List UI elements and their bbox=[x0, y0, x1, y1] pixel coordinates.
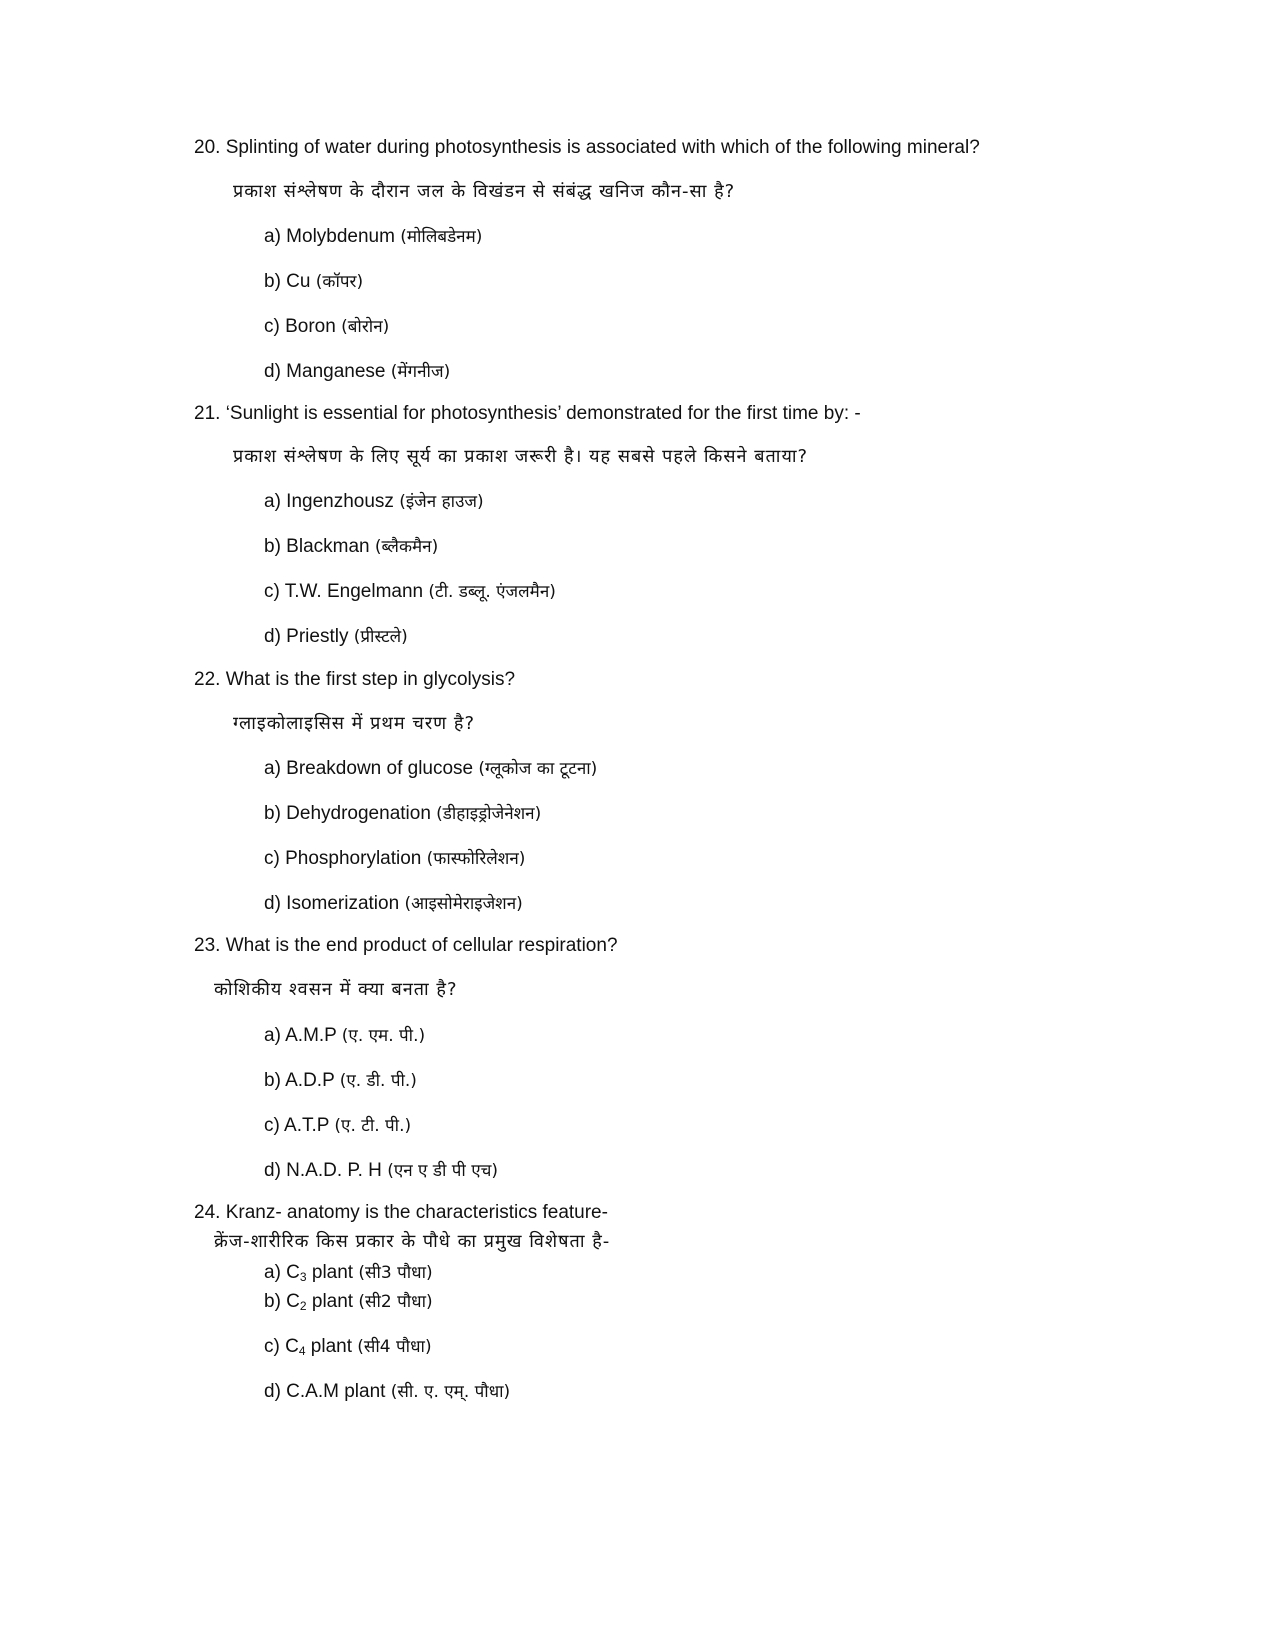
q23-option-c bbox=[264, 1114, 411, 1138]
option-hindi: (कॉपर) bbox=[315, 272, 364, 292]
q20-option-c bbox=[264, 315, 389, 339]
q20-option-a bbox=[264, 225, 482, 249]
q23-option-a bbox=[264, 1024, 425, 1048]
option-label: c) Boron bbox=[264, 316, 336, 337]
option-hindi: (ए. डी. पी.) bbox=[339, 1071, 417, 1091]
q24-option-b bbox=[264, 1290, 433, 1314]
option-hindi: (ग्लूकोज का टूटना) bbox=[478, 759, 598, 779]
option-label: b) Cu bbox=[264, 271, 311, 292]
option-label: c) A.T.P bbox=[264, 1115, 330, 1136]
option-hindi: (सी4 पौधा) bbox=[357, 1337, 432, 1357]
option-hindi: (एन ए डी पी एच) bbox=[387, 1161, 499, 1181]
option-label: c) T.W. Engelmann bbox=[264, 581, 424, 602]
q24-option-c bbox=[264, 1335, 432, 1359]
question-23-hi: कोशिकीय श्वसन में क्या बनता है? bbox=[214, 979, 458, 1000]
option-label: b) C bbox=[264, 1291, 300, 1312]
q23-option-d bbox=[264, 1159, 498, 1183]
option-hindi: (ब्लैकमैन) bbox=[374, 537, 439, 557]
option-label: d) C.A.M plant bbox=[264, 1381, 386, 1402]
option-label: c) C bbox=[264, 1336, 299, 1357]
q21-option-c bbox=[264, 580, 556, 604]
q22-option-c bbox=[264, 847, 525, 871]
q24-option-d bbox=[264, 1380, 510, 1404]
question-22-hi: ग्लाइकोलाइसिस में प्रथम चरण है? bbox=[233, 713, 476, 734]
option-label: b) Blackman bbox=[264, 536, 370, 557]
q24-option-a bbox=[264, 1261, 433, 1285]
option-label: d) Manganese bbox=[264, 361, 386, 382]
option-hindi: (फास्फोरिलेशन) bbox=[426, 849, 526, 869]
option-label: d) Isomerization bbox=[264, 893, 400, 914]
question-24-hi: क्रेंज-शारीरिक किस प्रकार के पौधे का प्रमुख विशेषता है- bbox=[214, 1231, 611, 1252]
question-24-en: 24. Kranz- anatomy is the characteristics feature- bbox=[194, 1202, 608, 1223]
option-label: d) Priestly bbox=[264, 626, 349, 647]
option-hindi: (प्रीस्टले) bbox=[353, 627, 408, 647]
question-20-en: 20. Splinting of water during photosynthesis is associated with which of the following mineral? bbox=[194, 137, 980, 158]
option-label: c) Phosphorylation bbox=[264, 848, 422, 869]
option-hindi: (आइसोमेराइजेशन) bbox=[404, 894, 523, 914]
option-label: b) Dehydrogenation bbox=[264, 803, 431, 824]
q23-option-b bbox=[264, 1069, 417, 1093]
q21-option-a bbox=[264, 490, 484, 514]
q21-option-b bbox=[264, 535, 438, 559]
option-hindi: (मोलिबडेनम) bbox=[400, 227, 483, 247]
option-hindi: (मेंगनीज) bbox=[390, 362, 451, 382]
option-hindi: (सी2 पौधा) bbox=[358, 1292, 433, 1312]
option-hindi: (ए. एम. पी.) bbox=[341, 1026, 426, 1046]
option-label: a) Molybdenum bbox=[264, 226, 395, 247]
option-subscript: 3 bbox=[299, 1270, 307, 1284]
q22-option-d bbox=[264, 892, 523, 916]
option-hindi: (टी. डब्लू. एंजलमैन) bbox=[428, 582, 556, 602]
option-label: d) N.A.D. P. H bbox=[264, 1160, 382, 1181]
option-hindi: (सी3 पौधा) bbox=[358, 1263, 433, 1283]
option-label: a) Ingenzhousz bbox=[264, 491, 394, 512]
option-label-suffix: plant bbox=[305, 1336, 352, 1357]
option-hindi: (डीहाइड्रोजेनेशन) bbox=[436, 804, 542, 824]
q20-option-b bbox=[264, 270, 363, 294]
option-hindi: (ए. टी. पी.) bbox=[334, 1116, 412, 1136]
option-hindi: (इंजेन हाउज) bbox=[399, 492, 484, 512]
option-hindi: (बोरोन) bbox=[341, 317, 390, 337]
question-23-en: 23. What is the end product of cellular respiration? bbox=[194, 935, 618, 956]
question-21-en: 21. ‘Sunlight is essential for photosynthesis’ demonstrated for the first time by: - bbox=[194, 403, 861, 424]
option-label: a) A.M.P bbox=[264, 1025, 337, 1046]
option-label: a) Breakdown of glucose bbox=[264, 758, 474, 779]
question-21-hi: प्रकाश संश्लेषण के लिए सूर्य का प्रकाश जरूरी है। यह सबसे पहले किसने बताया? bbox=[233, 446, 809, 467]
q21-option-d bbox=[264, 625, 408, 649]
option-subscript: 4 bbox=[298, 1344, 306, 1358]
q22-option-b bbox=[264, 802, 541, 826]
option-hindi: (सी. ए. एम्. पौधा) bbox=[390, 1382, 511, 1402]
q22-option-a bbox=[264, 757, 597, 781]
option-label-suffix: plant bbox=[306, 1291, 354, 1312]
option-subscript: 2 bbox=[299, 1299, 307, 1313]
q20-option-d bbox=[264, 360, 450, 384]
question-22-en: 22. What is the first step in glycolysis? bbox=[194, 669, 516, 690]
question-20-hi: प्रकाश संश्लेषण के दौरान जल के विखंडन से संबंद्ध खनिज कौन-सा है? bbox=[233, 181, 736, 202]
option-label-suffix: plant bbox=[306, 1262, 354, 1283]
option-label: b) A.D.P bbox=[264, 1070, 335, 1091]
option-label: a) C bbox=[264, 1262, 300, 1283]
